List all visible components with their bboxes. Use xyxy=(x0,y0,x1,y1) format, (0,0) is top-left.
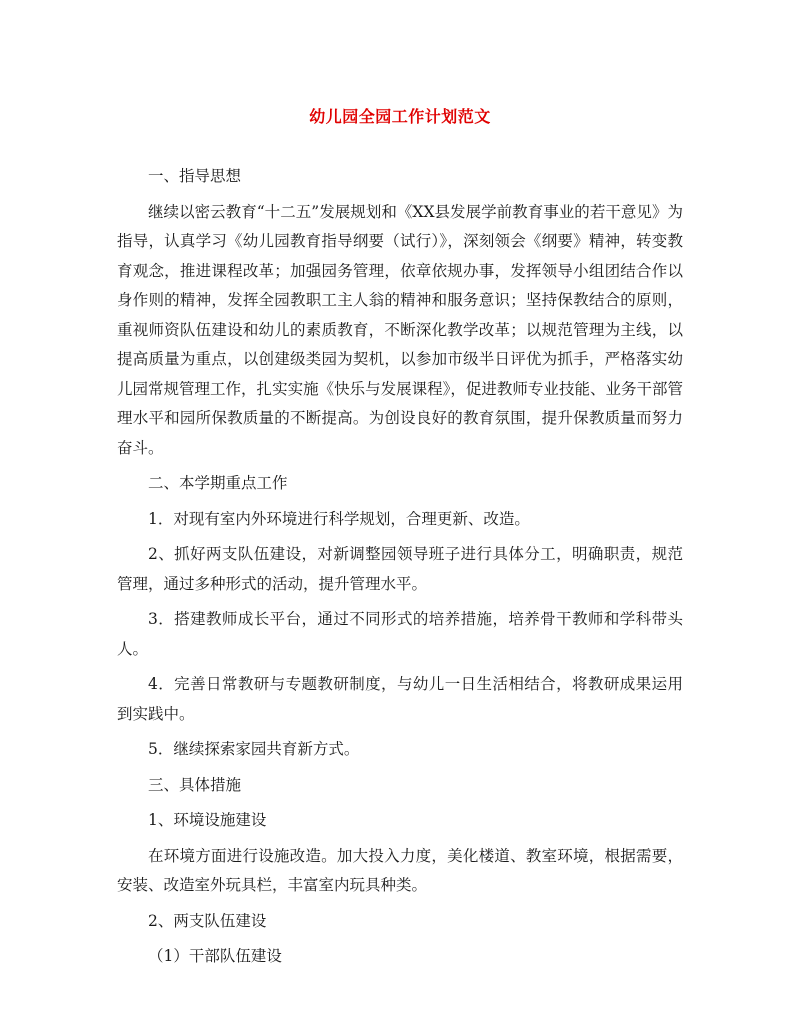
list-item-key-work-3: 3．搭建教师成长平台，通过不同形式的培养措施，培养骨干教师和学科带头人。 xyxy=(117,610,683,658)
list-item-key-work-4: 4．完善日常教研与专题教研制度，与幼儿一日生活相结合，将教研成果运用到实践中。 xyxy=(117,675,683,723)
section-heading-guiding-ideology: 一、指导思想 xyxy=(148,167,242,185)
paragraph-environment: 在环境方面进行设施改造。加大投入力度，美化楼道、教室环境，根据需要，安装、改造室外玩具栏，丰富室内玩具种类。 xyxy=(117,846,683,894)
document-body xyxy=(117,162,683,978)
subheading-two-teams: 2、两支队伍建设 xyxy=(148,911,267,930)
list-item-key-work-1: 1．对现有室内外环境进行科学规划，合理更新、改造。 xyxy=(148,509,530,528)
paragraph-guiding-ideology: 继续以密云教育“十二五”发展规划和《XX县发展学前教育事业的若干意见》为指导，认真学习《幼儿园教育指导纲要（试行）》，深刻领会《纲要》精神，转变教育观念，推进课程改革；加强园务管理，依章依规办事，发挥领导小组团结合作以身作则的精神，发挥全园教职工主人翁的精神和服务意识；坚持保教结合的原则，重视师资队伍建设和幼儿的素质教育，不断深化教学改革；以规范管理为主线，以提高质量为重点，以创建级类园为契机，以参加市级半日评优为抓手，严格落实幼儿园常规管理工作，扎实实施《快乐与发展课程》，促进教师专业技能、业务干部管理水平和园所保教质量的不断提高。为创设良好的教育氛围，提升保教质量而努力奋斗。 xyxy=(117,202,683,457)
list-item-key-work-2: 2、抓好两支队伍建设，对新调整园领导班子进行具体分工，明确职责，规范管理，通过多种形式的活动，提升管理水平。 xyxy=(117,545,683,593)
subheading-cadre-team: （1）干部队伍建设 xyxy=(148,947,282,965)
document-title: 幼儿园全园工作计划范文 xyxy=(309,107,491,126)
section-heading-measures: 三、具体措施 xyxy=(148,775,242,794)
list-item-key-work-5: 5．继续探索家园共育新方式。 xyxy=(148,740,360,758)
subheading-environment: 1、环境设施建设 xyxy=(148,811,267,829)
section-heading-key-work: 二、本学期重点工作 xyxy=(148,474,288,492)
